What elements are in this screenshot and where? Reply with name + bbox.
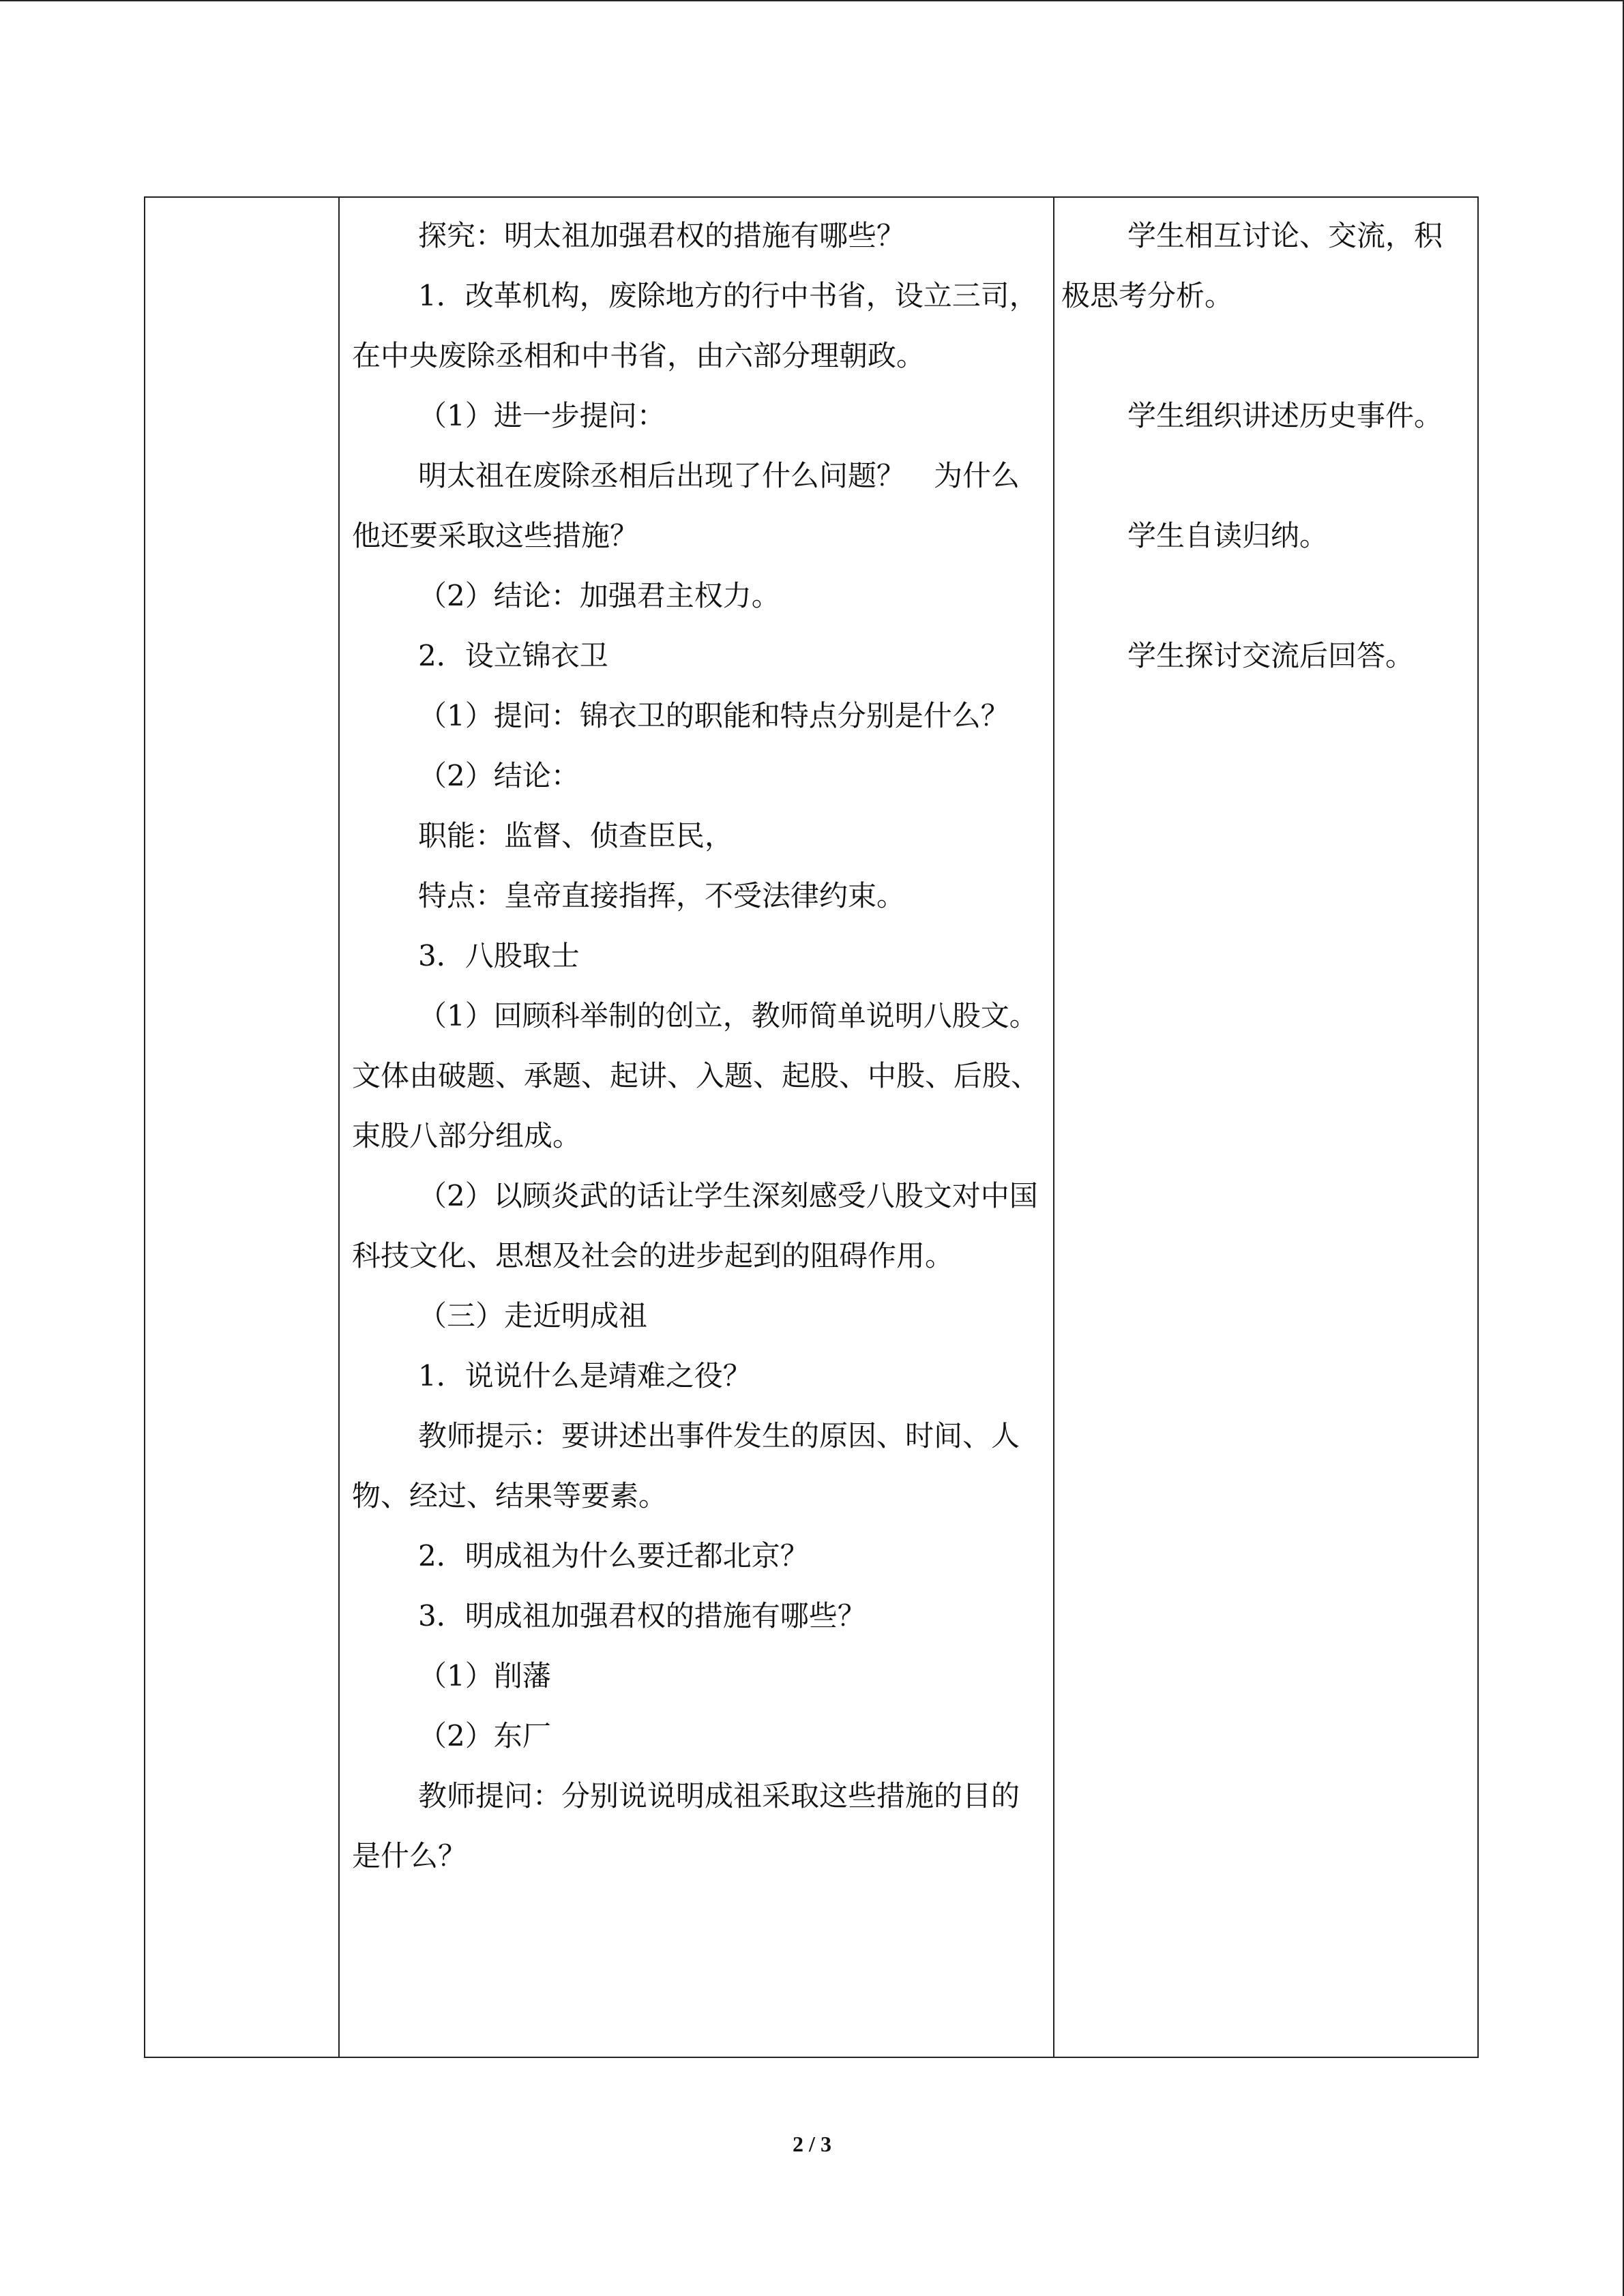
teacher-paragraph: （三）走近明成祖 (418, 1299, 648, 1332)
teacher-paragraph: （2）结论： (418, 759, 580, 792)
student-paragraph: 学生探讨交流后回答。 (1127, 639, 1415, 672)
teacher-paragraph: 明太祖在废除丞相后出现了什么问题？ 为什么他还要采取这些措施？ (352, 459, 1020, 552)
teacher-paragraph: 2．设立锦衣卫 (418, 639, 608, 672)
student-activity-cell (1054, 198, 1477, 2057)
teacher-paragraph: 1．改革机构，废除地方的行中书省，设立三司，在中央废除丞相和中书省，由六部分理朝政。 (352, 279, 1038, 372)
teacher-activity-cell (340, 198, 1054, 2057)
student-paragraph: 学生自读归纳。 (1127, 519, 1329, 552)
teacher-paragraph: （2）东厂 (418, 1719, 551, 1753)
teacher-paragraph: 职能：监督、侦查臣民， (418, 819, 734, 852)
page-top-border (0, 0, 1624, 1)
teacher-paragraph: （1）进一步提问： (418, 399, 666, 432)
teacher-paragraph: 1．说说什么是靖难之役？ (418, 1359, 752, 1392)
page-number: 2 / 3 (793, 2132, 831, 2156)
teacher-paragraph: （1）削藩 (418, 1659, 551, 1693)
teacher-paragraph: 探究：明太祖加强君权的措施有哪些？ (418, 219, 906, 252)
lesson-plan-table (144, 196, 1479, 2058)
stage-column-cell (145, 198, 340, 2057)
teacher-paragraph: 教师提示：要讲述出事件发生的原因、时间、人物、经过、结果等要素。 (352, 1419, 1020, 1512)
teacher-paragraph: 2．明成祖为什么要迁都北京？ (418, 1539, 809, 1572)
teacher-paragraph: （2）结论：加强君主权力。 (418, 579, 780, 612)
teacher-paragraph: 特点：皇帝直接指挥，不受法律约束。 (418, 879, 906, 912)
teacher-activity-text (352, 206, 1044, 1886)
teacher-paragraph: （1）提问：锦衣卫的职能和特点分别是什么？ (418, 699, 1009, 732)
teacher-paragraph: （1）回顾科举制的创立，教师简单说明八股文。文体由破题、承题、起讲、入题、起股、中股、后股、束股八部分组成。 (352, 999, 1040, 1152)
student-activity-text (1061, 206, 1464, 686)
student-paragraph: 学生组织讲述历史事件。 (1127, 399, 1443, 432)
teacher-paragraph: 教师提问：分别说说明成祖采取这些措施的目的是什么？ (352, 1779, 1020, 1873)
teacher-paragraph: 3．八股取士 (418, 939, 580, 972)
teacher-paragraph: 3．明成祖加强君权的措施有哪些？ (418, 1599, 866, 1632)
teacher-paragraph: （2）以顾炎武的话让学生深刻感受八股文对中国科技文化、思想及社会的进步起到的阻碍作用。 (352, 1179, 1038, 1272)
student-paragraph: 学生相互讨论、交流，积极思考分析。 (1061, 219, 1443, 312)
